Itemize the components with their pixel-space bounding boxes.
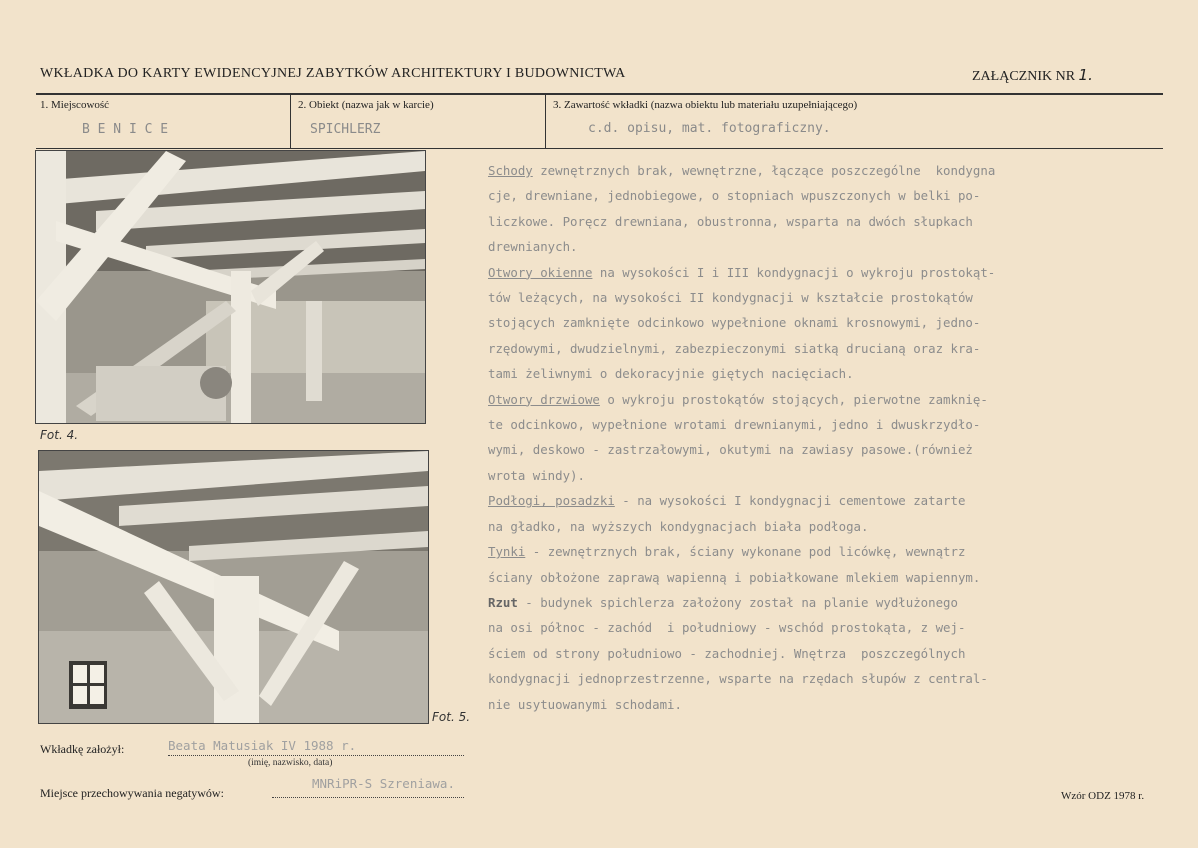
annex-number-value: 1.: [1078, 66, 1093, 84]
description-line: kondygnacji jednoprzestrzenne, wsparte na rzędach słupów z central-: [488, 671, 988, 687]
heading-stairs: Schody: [488, 163, 533, 178]
description-line: nie usytuowanymi schodami.: [488, 696, 682, 712]
description-line: na wysokości I i III kondygnacji o wykroju prostokąt-: [592, 264, 996, 280]
description-line: drewnianych.: [488, 239, 578, 255]
created-by-value: Beata Matusiak IV 1988 r.: [168, 738, 357, 753]
created-by-hint: (imię, nazwisko, data): [248, 758, 333, 768]
description-line: na osi północ - zachód i południowy - wschód prostokąta, z wej-: [488, 620, 966, 636]
description-line: ściany obłożone zaprawą wapienną i pobiałkowane mlekiem wapiennym.: [488, 569, 981, 585]
locality-label: 1. Miejscowość: [40, 99, 110, 111]
description-line: wymi, deskowo - zastrzałowymi, okutymi na zawiasy pasowe.(również: [488, 442, 973, 458]
locality-value: B E N I C E: [82, 122, 169, 137]
heading-plan: Rzut: [488, 594, 518, 610]
description-line: cje, drewniane, jednobiegowe, o stopniach wpuszczonych w belki po-: [488, 188, 981, 204]
content-label: 3. Zawartość wkładki (nazwa obiektu lub materiału uzupełniającego): [553, 99, 858, 111]
header-rule: [36, 93, 1163, 95]
heading-floors: Podłogi, posadzki: [488, 493, 615, 509]
created-by-label: Wkładkę założył:: [40, 742, 125, 756]
photo-5-image: [39, 451, 428, 723]
description-line: - budynek spichlerza założony został na planie wydłużonego: [517, 594, 958, 610]
description-line: zewnętrznych brak, wewnętrzne, łączące poszczególne kondygna: [532, 163, 996, 178]
description-line: rzędowymi, dwudzielnymi, zabezpieczonymi siatką drucianą oraz kra-: [488, 340, 981, 356]
annex-label: ZAŁĄCZNIK NR: [972, 69, 1076, 84]
photo-4-label: Fot. 4.: [40, 428, 79, 442]
description-line: liczkowe. Poręcz drewniana, obustronna, wsparta na dwóch słupkach: [488, 213, 973, 229]
photo-5-label: Fot. 5.: [432, 710, 471, 724]
object-value: SPICHLERZ: [310, 122, 381, 137]
description-line: wrota windy).: [488, 467, 585, 483]
negatives-location-line: [272, 797, 464, 798]
photo-5-attic-interior: [38, 450, 429, 724]
form-title: WKŁADKA DO KARTY EWIDENCYJNEJ ZABYTKÓW ARCHITEKTURY I BUDOWNICTWA: [40, 66, 626, 81]
description-line: te odcinkowo, wypełnione wrotami drewnianymi, jedno i dwuskrzydło-: [488, 417, 981, 433]
field-divider: [545, 95, 546, 148]
heading-plaster: Tynki: [488, 544, 526, 560]
description-line: - na wysokości I kondygnacji cementowe zatarte: [614, 493, 966, 509]
description-line: tami żeliwnymi o dekoracyjnie giętych nacięciach.: [488, 366, 854, 382]
object-label: 2. Obiekt (nazwa jak w karcie): [298, 99, 434, 111]
description-text: [488, 158, 1178, 717]
photo-4-attic-interior: [35, 150, 426, 424]
fields-rule: [36, 148, 1163, 149]
description-line: ściem od strony południowo - zachodniej. Wnętrza poszczególnych: [488, 645, 966, 661]
description-line: na gładko, na wyższych kondygnacjach biała podłoga.: [488, 518, 869, 534]
content-value: c.d. opisu, mat. fotograficzny.: [588, 121, 831, 136]
description-line: - zewnętrznych brak, ściany wykonane pod licówkę, wewnątrz: [525, 544, 966, 560]
negatives-location-value: MNRiPR-S Szreniawa.: [312, 776, 455, 791]
description-line: tów leżących, na wysokości II kondygnacji w kształcie prostokątów: [488, 290, 973, 306]
photo-4-image: [36, 151, 425, 423]
heading-windows: Otwory okienne: [488, 264, 593, 280]
negatives-location-label: Miejsce przechowywania negatywów:: [40, 786, 224, 800]
field-divider: [290, 95, 291, 148]
created-by-line: [168, 755, 464, 756]
annex-number: [972, 66, 1093, 85]
description-line: stojących zamknięte odcinkowo wypełnione oknami krosnowymi, jedno-: [488, 315, 981, 331]
description-line: o wykroju prostokątów stojących, pierwotne zamknię-: [599, 391, 988, 407]
template-note: Wzór ODZ 1978 r.: [1061, 790, 1145, 802]
heading-doors: Otwory drzwiowe: [488, 391, 600, 407]
